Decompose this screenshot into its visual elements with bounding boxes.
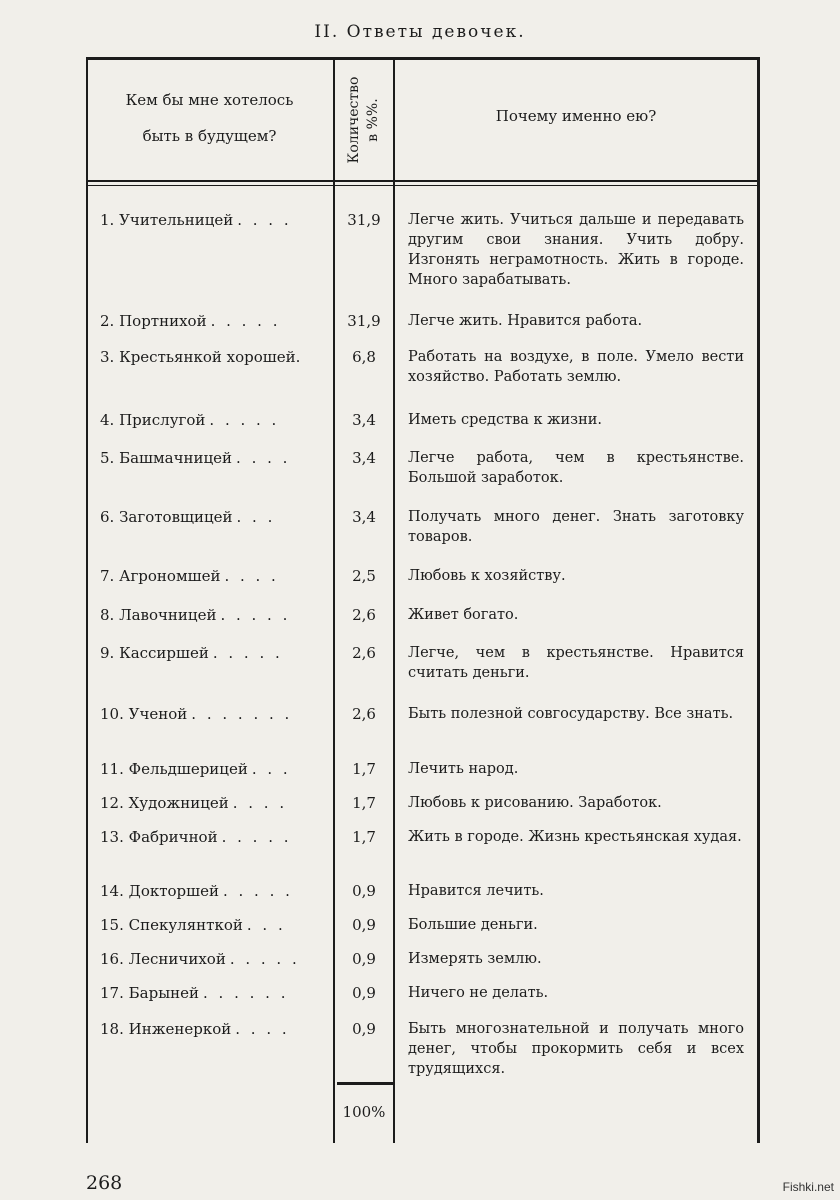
row-percent: 2,6 — [352, 606, 376, 624]
header-profession-text: Кем бы мне хотелось быть в будущем? — [125, 91, 294, 145]
row-profession-text: 7. Агрономшей — [100, 567, 221, 585]
row-profession — [100, 881, 330, 901]
row-leader-dots: . . . — [246, 916, 286, 934]
row-profession-text: 6. Заготовщицей — [100, 508, 233, 526]
row-percent: 2,5 — [352, 567, 376, 585]
row-profession-text: 4. Прислугой — [100, 411, 206, 429]
row-percent: 3,4 — [352, 411, 376, 429]
row-percent: 1,7 — [352, 828, 376, 846]
row-profession — [100, 704, 330, 724]
row-leader-dots: . . . . — [236, 449, 291, 467]
page-number: 268 — [86, 1172, 123, 1194]
row-leader-dots: . . . . — [237, 211, 292, 229]
row-reason: Любовь к рисованию. Заработок. — [408, 795, 662, 811]
row-profession — [100, 793, 330, 813]
row-profession-text: 1. Учительницей — [100, 211, 234, 229]
row-leader-dots: . . . . . . — [203, 984, 289, 1002]
row-profession-text: 18. Инженеркой — [100, 1020, 232, 1038]
row-reason: Большие деньги. — [408, 917, 538, 933]
row-reason: Работать на воздухе, в поле. Умело вести хозяйство. Работать землю. — [408, 349, 744, 385]
row-profession — [100, 759, 330, 779]
row-reason: Иметь средства к жизни. — [408, 412, 603, 428]
row-leader-dots: . . . . — [224, 567, 279, 585]
row-profession — [100, 983, 330, 1003]
row-profession — [100, 210, 330, 230]
row-profession-text: 11. Фельдшерицей — [100, 760, 248, 778]
row-reason: Легче работа, чем в крестьянстве. Большой заработок. — [408, 450, 744, 486]
row-reason: Легче жить. Нравится работа. — [408, 313, 643, 329]
row-leader-dots: . . . . — [235, 1020, 290, 1038]
row-percent: 3,4 — [352, 508, 376, 526]
row-leader-dots: . . . . . . . — [191, 705, 293, 723]
row-leader-dots: . . . . . — [220, 606, 291, 624]
row-percent: 3,4 — [352, 449, 376, 467]
total-rule — [337, 1082, 393, 1085]
header-percent-line2: в %%. — [365, 98, 381, 142]
row-reason: Легче жить. Учиться дальше и передавать другим свои знания. Учить добру. Изгонять неграмотность. Жить в городе. Много зарабатывать. — [408, 212, 744, 288]
row-percent: 1,7 — [352, 794, 376, 812]
row-profession-text: 8. Лавочницей — [100, 606, 217, 624]
row-reason: Ничего не делать. — [408, 985, 549, 1001]
row-leader-dots: . . . . . — [221, 828, 292, 846]
row-reason: Живет богато. — [408, 607, 519, 623]
header-percent-rotated — [345, 77, 383, 164]
row-profession — [100, 605, 330, 625]
row-percent: 0,9 — [352, 984, 376, 1002]
row-reason: Жить в городе. Жизнь крестьянская худая. — [408, 829, 742, 845]
row-profession-text: 13. Фабричной — [100, 828, 218, 846]
row-profession-text: 2. Портнихой — [100, 312, 207, 330]
row-profession — [100, 949, 330, 969]
header-reason: Почему именно ею? — [495, 107, 657, 125]
row-leader-dots: . . . . . — [209, 411, 280, 429]
total-value: 100% — [342, 1103, 386, 1121]
row-percent: 2,6 — [352, 705, 376, 723]
table-left-border — [86, 60, 88, 1143]
table-right-border — [757, 60, 760, 1143]
row-reason: Лечить народ. — [408, 761, 519, 777]
row-percent: 31,9 — [347, 312, 381, 330]
row-leader-dots: . . . — [251, 760, 291, 778]
row-profession — [100, 827, 330, 847]
row-profession — [100, 347, 330, 367]
row-profession — [100, 1019, 330, 1039]
row-reason: Легче, чем в крестьянстве. Нравится считать деньги. — [408, 645, 744, 681]
row-leader-dots: . . . . . — [210, 312, 281, 330]
row-leader-dots: . . . — [236, 508, 276, 526]
row-profession — [100, 643, 330, 663]
row-profession-text: 3. Крестьянкой хорошей. — [100, 348, 301, 366]
data-table — [86, 57, 760, 1143]
row-reason: Быть многознательной и получать много денег, чтобы прокормить себя и всех трудящихся. — [408, 1021, 744, 1077]
row-profession — [100, 448, 330, 468]
row-profession — [100, 507, 330, 527]
row-percent: 1,7 — [352, 760, 376, 778]
row-profession — [100, 566, 330, 586]
row-leader-dots: . . . . . — [222, 882, 293, 900]
header-percent — [335, 60, 393, 180]
row-profession-text: 16. Лесничихой — [100, 950, 226, 968]
column-divider-2 — [393, 60, 395, 1143]
row-reason: Любовь к хозяйству. — [408, 568, 566, 584]
row-percent: 0,9 — [352, 916, 376, 934]
page-title: II. Ответы девочек. — [314, 22, 526, 42]
row-leader-dots: . . . . . — [212, 644, 283, 662]
row-percent: 0,9 — [352, 950, 376, 968]
row-leader-dots: . . . . . — [229, 950, 300, 968]
row-profession-text: 17. Барыней — [100, 984, 200, 1002]
watermark: Fishki.net — [782, 1180, 834, 1194]
row-percent: 31,9 — [347, 211, 381, 229]
header-profession — [86, 82, 333, 154]
row-profession — [100, 410, 330, 430]
row-profession-text: 14. Докторшей — [100, 882, 219, 900]
row-percent: 2,6 — [352, 644, 376, 662]
row-reason: Нравится лечить. — [408, 883, 544, 899]
row-profession — [100, 311, 330, 331]
row-leader-dots: . . . . — [232, 794, 288, 812]
row-profession-text: 15. Спекулянткой — [100, 916, 243, 934]
row-percent: 0,9 — [352, 882, 376, 900]
row-reason: Получать много денег. Знать заготовку товаров. — [408, 509, 744, 545]
row-percent: 0,9 — [352, 1020, 376, 1038]
header-rule — [86, 180, 760, 186]
row-reason: Измерять землю. — [408, 951, 542, 967]
row-reason: Быть полезной совгосударству. Все знать. — [408, 706, 734, 722]
row-profession — [100, 915, 330, 935]
header-percent-line1: Количество — [346, 76, 362, 164]
row-profession-text: 9. Кассиршей — [100, 644, 209, 662]
row-percent: 6,8 — [352, 348, 376, 366]
row-profession-text: 5. Башмачницей — [100, 449, 233, 467]
row-profession-text: 12. Художницей — [100, 794, 229, 812]
row-profession-text: 10. Ученой — [100, 705, 188, 723]
